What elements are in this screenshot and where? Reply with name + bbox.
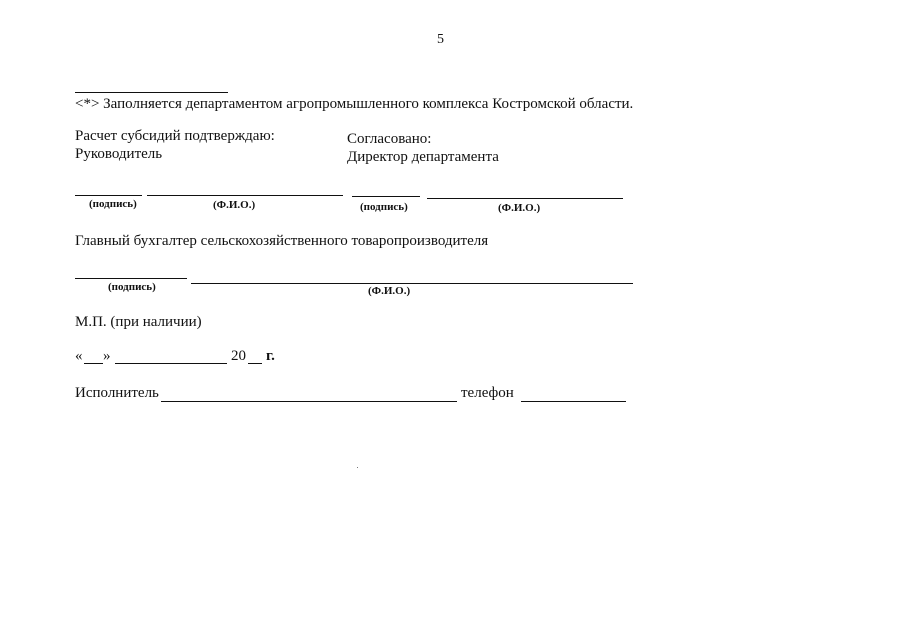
accountant-signature-line <box>75 278 187 279</box>
date-close-quote: » <box>103 348 111 364</box>
scan-dot <box>357 467 358 468</box>
director-fio-caption: (Ф.И.О.) <box>498 202 541 214</box>
head-signature-caption: (подпись) <box>89 198 137 210</box>
head-label: Руководитель <box>75 146 163 162</box>
date-day-line <box>84 363 103 364</box>
footnote-separator <box>75 92 228 93</box>
date-year-suffix: г. <box>266 348 275 364</box>
director-signature-caption: (подпись) <box>360 201 408 213</box>
footnote-text: <*> Заполняется департаментом агропромышленного комплекса Костромской области. <box>75 96 634 112</box>
confirm-subsidy-label: Расчет субсидий подтверждаю: <box>75 128 275 144</box>
agreed-label: Согласовано: <box>347 131 432 147</box>
date-month-line <box>115 363 227 364</box>
page-number: 5 <box>437 32 444 47</box>
accountant-signature-caption: (подпись) <box>108 281 156 293</box>
accountant-fio-caption: (Ф.И.О.) <box>368 285 411 297</box>
director-signature-line <box>352 196 420 197</box>
accountant-fio-line <box>191 283 633 284</box>
date-year-prefix: 20 <box>231 348 246 364</box>
department-director-label: Директор департамента <box>347 149 499 165</box>
date-open-quote: « <box>75 348 83 364</box>
executor-label: Исполнитель <box>75 385 159 401</box>
chief-accountant-label: Главный бухгалтер сельскохозяйственного товаропроизводителя <box>75 233 489 249</box>
phone-label: телефон <box>461 385 514 401</box>
stamp-label: М.П. (при наличии) <box>75 314 202 330</box>
head-fio-caption: (Ф.И.О.) <box>213 199 256 211</box>
phone-line <box>521 401 626 402</box>
head-fio-line <box>147 195 343 196</box>
date-year-line <box>248 363 262 364</box>
executor-line <box>161 401 457 402</box>
head-signature-line <box>75 195 142 196</box>
director-fio-line <box>427 198 623 199</box>
